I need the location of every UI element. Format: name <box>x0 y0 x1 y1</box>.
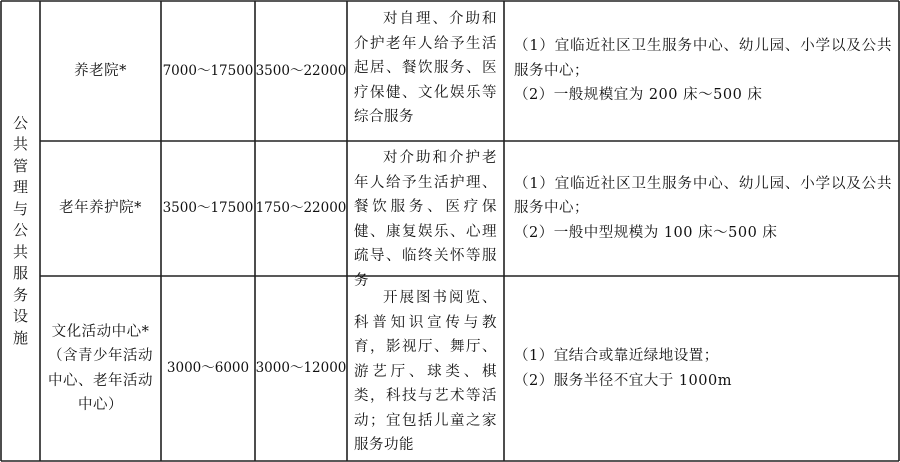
area-b-text: 3500～22000 <box>255 62 347 79</box>
service-content <box>349 146 501 289</box>
requirement-item: （1）宜临近社区卫生服务中心、幼儿园、小学以及公共服务中心； <box>514 38 892 79</box>
category-label: 公共管理与公共服务设施 <box>12 113 28 347</box>
area-b <box>255 141 347 276</box>
service-content-text: 对介助和介护老年人给予生活护理、餐饮服务、医疗保健、康复娱乐、心理疏导、临终关怀等服务 <box>354 150 497 289</box>
category-cell <box>1 1 40 461</box>
facility-name <box>40 141 161 276</box>
area-b <box>255 276 347 461</box>
facility-name-text: 养老院* <box>74 62 127 79</box>
service-content-text: 对自理、介助和介护老年人给予生活起居、餐饮服务、医疗保健、文化娱乐等综合服务 <box>354 11 497 125</box>
area-b-text: 1750～22000 <box>255 200 347 217</box>
facility-name <box>40 1 161 141</box>
area-a <box>161 1 255 141</box>
requirements <box>506 276 896 461</box>
area-a-text: 3500～17500 <box>162 200 254 217</box>
service-content <box>349 286 501 458</box>
area-a <box>161 276 255 461</box>
requirement-item: （1）宜临近社区卫生服务中心、幼儿园、小学以及公共服务中心； <box>514 175 892 217</box>
requirement-item: （2）服务半径不宜大于 1000m <box>514 372 732 389</box>
facility-name <box>40 276 161 461</box>
requirement-item: （2）一般规模宜为 200 床～500 床 <box>514 87 763 104</box>
requirements <box>506 1 896 141</box>
area-a-text: 7000～17500 <box>162 62 254 79</box>
area-a-text: 3000～6000 <box>166 360 250 377</box>
service-content <box>349 7 501 137</box>
requirement-item: （2）一般中型规模为 100 床～500 床 <box>514 224 778 241</box>
area-b <box>255 1 347 141</box>
facility-name-text: 老年养护院* <box>59 200 142 217</box>
area-a <box>161 141 255 276</box>
requirements <box>506 141 896 276</box>
service-content-text: 开展图书阅览、科普知识宣传与教育，影视厅、舞厅、游艺厅、球类、棋类，科技与艺术等活动；宜包括儿童之家服务功能 <box>354 290 497 453</box>
requirement-item: （1）宜结合或靠近绿地设置； <box>514 348 719 364</box>
area-b-text: 3000～12000 <box>255 360 347 377</box>
facility-name-text: 文化活动中心*（含青少年活动中心、老年活动中心） <box>48 323 153 413</box>
